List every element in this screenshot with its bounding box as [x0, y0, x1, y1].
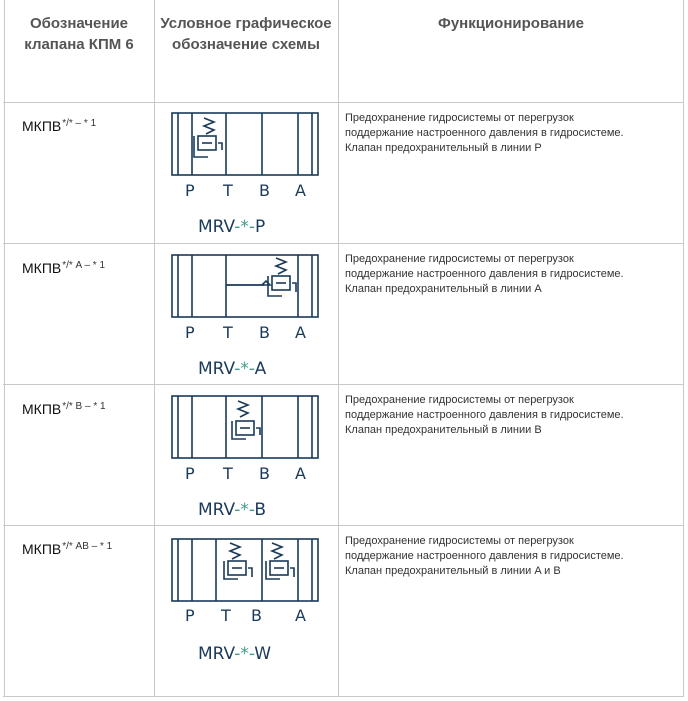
desc-line: поддержание настроенного давления в гидросистеме. — [345, 409, 624, 421]
port-t: T — [223, 181, 233, 200]
valve-symbol-a — [154, 252, 338, 382]
desc-line: поддержание настроенного давления в гидросистеме. — [345, 550, 624, 562]
table-border-right — [683, 0, 684, 697]
desc-line: поддержание настроенного давления в гидросистеме. — [345, 268, 624, 280]
mrv-letter: A — [254, 359, 267, 379]
hydraulic-scheme-p — [154, 110, 338, 240]
header-scheme: Условное графическое обозначение схемы — [160, 15, 332, 53]
valve-code-suffix: */* B – * 1 — [62, 401, 106, 412]
valve-code-base: МКПВ — [22, 260, 62, 276]
mrv-star: * — [240, 500, 249, 520]
mrv-letter: W — [254, 644, 272, 663]
mrv-sep: - — [248, 359, 255, 379]
mrv-star: * — [240, 359, 249, 379]
desc-line: поддержание настроенного давления в гидросистеме. — [345, 127, 624, 139]
valve-code — [22, 118, 96, 134]
mrv-sep: - — [248, 644, 255, 663]
table-border-left — [4, 0, 5, 697]
row-divider — [3, 384, 684, 385]
row-divider — [3, 102, 684, 103]
desc-line: Клапан предохранительный в линии P — [345, 142, 542, 154]
hydraulic-scheme-a — [154, 252, 338, 382]
table-border-bottom — [3, 696, 684, 697]
valve-symbol-w — [154, 533, 338, 663]
mrv-prefix: MRV — [198, 500, 235, 520]
mrv-star: * — [240, 644, 249, 663]
port-b: B — [259, 464, 270, 483]
port-b: B — [251, 606, 262, 625]
function-description — [345, 252, 680, 297]
port-a: A — [295, 464, 306, 483]
mrv-sep: - — [234, 500, 241, 520]
mrv-prefix: MRV — [198, 359, 235, 379]
mrv-letter: P — [254, 217, 266, 237]
valve-code-suffix: */* A – * 1 — [62, 260, 106, 271]
desc-line: Клапан предохранительный в линии B — [345, 424, 542, 436]
port-b: B — [259, 323, 270, 342]
desc-line: Предохранение гидросистемы от перегрузок — [345, 112, 574, 124]
mrv-sep: - — [234, 644, 241, 663]
desc-line: Предохранение гидросистемы от перегрузок — [345, 394, 574, 406]
valve-code-suffix: */* – * 1 — [62, 118, 97, 129]
header-function: Функционирование — [438, 15, 584, 32]
valve-code — [22, 260, 105, 276]
function-description — [345, 534, 680, 579]
port-t: T — [223, 323, 233, 342]
desc-line: Предохранение гидросистемы от перегрузок — [345, 253, 574, 265]
mrv-prefix: MRV — [198, 644, 235, 663]
function-description — [345, 393, 680, 438]
valve-code-base: МКПВ — [22, 118, 62, 134]
mrv-sep: - — [234, 217, 241, 237]
port-b: B — [259, 181, 270, 200]
row-divider — [3, 525, 684, 526]
port-t: T — [221, 606, 231, 625]
port-p: P — [185, 181, 195, 200]
mrv-sep: - — [248, 500, 255, 520]
port-a: A — [295, 323, 306, 342]
valve-code — [22, 401, 106, 417]
port-p: P — [185, 323, 195, 342]
valve-code-base: МКПВ — [22, 401, 62, 417]
mrv-sep: - — [234, 359, 241, 379]
row-divider — [3, 243, 684, 244]
hydraulic-scheme-b — [154, 393, 338, 523]
port-t: T — [223, 464, 233, 483]
mrv-code — [198, 644, 271, 663]
valve-code-suffix: */* AB – * 1 — [62, 541, 113, 552]
port-p: P — [185, 606, 195, 625]
desc-line: Клапан предохранительный в линии A и B — [345, 565, 561, 577]
mrv-star: * — [240, 217, 249, 237]
mrv-code — [198, 217, 265, 237]
desc-line: Предохранение гидросистемы от перегрузок — [345, 535, 574, 547]
port-p: P — [185, 464, 195, 483]
header-designation: Обозначение клапана КПМ 6 — [24, 15, 134, 53]
valve-symbol-b — [154, 393, 338, 523]
mrv-sep: - — [248, 217, 255, 237]
valve-code — [22, 541, 112, 557]
mrv-code — [198, 500, 266, 520]
column-divider — [338, 0, 339, 697]
valve-code-base: МКПВ — [22, 541, 62, 557]
function-description — [345, 111, 680, 156]
valve-symbol-p — [154, 110, 338, 240]
mrv-prefix: MRV — [198, 217, 235, 237]
mrv-letter: B — [254, 500, 267, 520]
port-a: A — [295, 606, 306, 625]
mrv-code — [198, 359, 267, 379]
hydraulic-scheme-w — [154, 533, 338, 663]
desc-line: Клапан предохранительный в линии A — [345, 283, 542, 295]
port-a: A — [295, 181, 306, 200]
